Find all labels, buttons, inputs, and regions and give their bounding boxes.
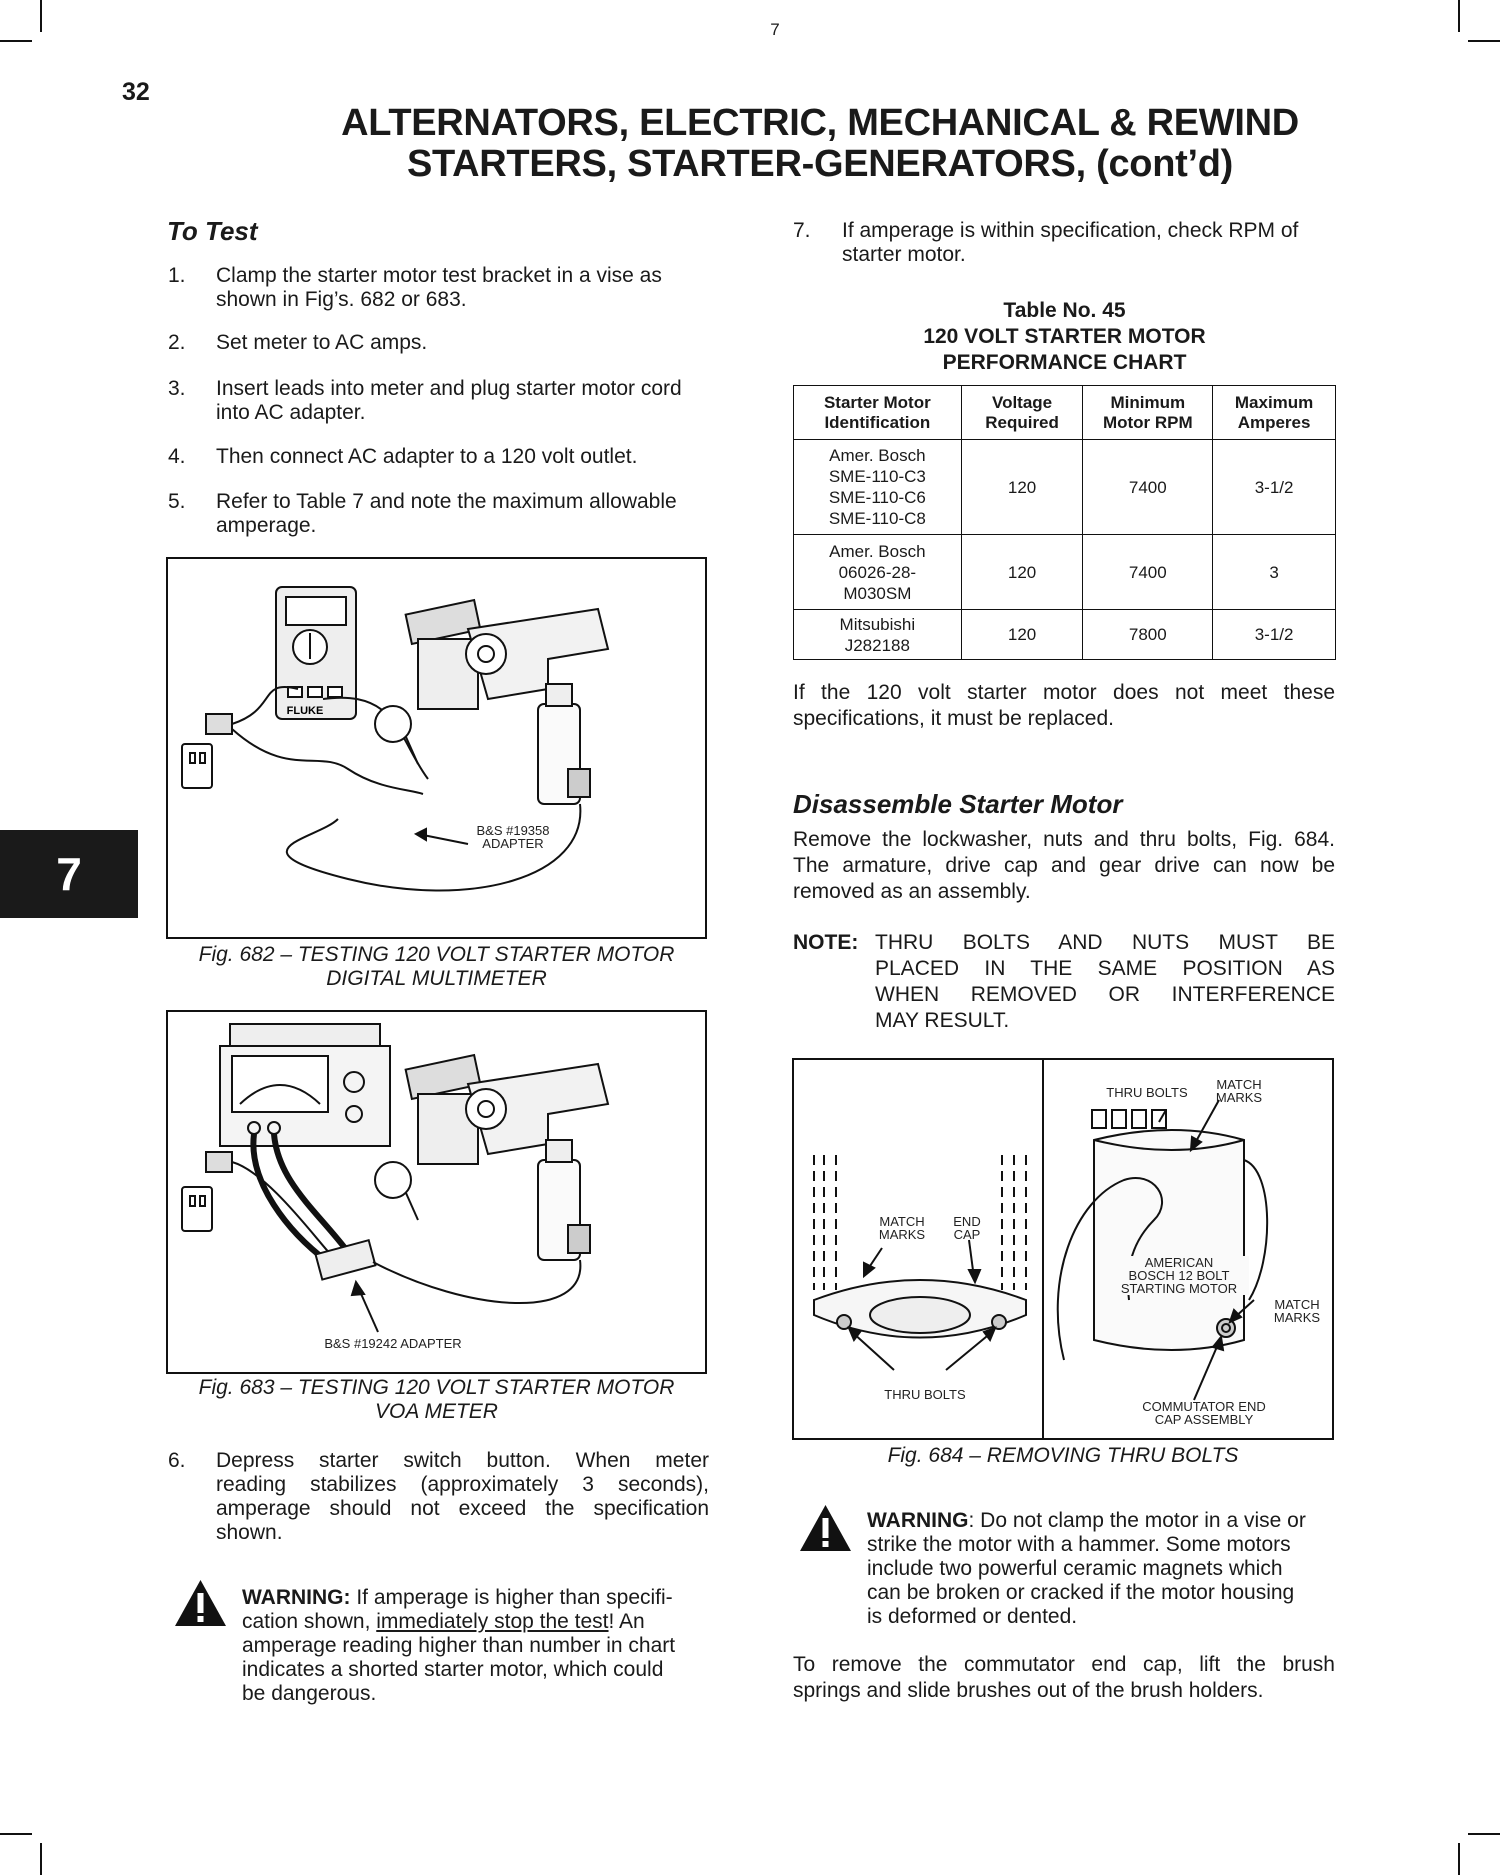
table-cell: 7400 <box>1083 440 1213 535</box>
label-line: CAP ASSEMBLY <box>1154 1412 1254 1427</box>
note-label: NOTE: <box>793 931 859 954</box>
title-line: ALTERNATORS, ELECTRIC, MECHANICAL & REWIND <box>341 102 1299 144</box>
match-marks-label <box>1204 1078 1274 1104</box>
figure-caption: Fig. 684 – REMOVING THRU BOLTS <box>887 1444 1239 1467</box>
paragraph <box>793 680 1335 732</box>
page-title <box>160 103 1480 185</box>
text-line: The armature, drive cap and gear drive can now be <box>793 854 1335 877</box>
label-line: COMMUTATOR END <box>1142 1399 1266 1414</box>
step-number: 2. <box>168 331 186 354</box>
table-cell: 3-1/2 <box>1213 610 1336 660</box>
list-item <box>168 445 728 469</box>
figure-683 <box>166 1010 707 1374</box>
note-line: THRU BOLTS AND NUTS MUST BE <box>875 931 1335 954</box>
cell-line: Mitsubishi <box>839 614 916 634</box>
table-title-line: PERFORMANCE CHART <box>942 351 1187 374</box>
crop-mark <box>0 40 32 42</box>
step-text: shown in Fig’s. 682 or 683. <box>216 288 467 311</box>
fig682-illustration <box>168 559 705 937</box>
caption-line: VOA METER <box>375 1400 498 1423</box>
label-line: MATCH <box>879 1214 925 1229</box>
warning-block <box>242 1586 709 1706</box>
table-row <box>794 535 1336 610</box>
text-line: Remove the lockwasher, nuts and thru bolts, Fig. 684. <box>793 828 1335 851</box>
step-number: 6. <box>168 1449 186 1472</box>
list-item <box>168 490 728 538</box>
crop-mark <box>1468 40 1500 42</box>
step-text: amperage should not exceed the specification <box>216 1497 709 1520</box>
step-number: 3. <box>168 377 186 400</box>
table-row <box>794 610 1336 660</box>
step-number: 5. <box>168 490 186 513</box>
paragraph <box>793 827 1335 905</box>
figure-682 <box>166 557 707 939</box>
step-text: If amperage is within specification, check RPM of <box>842 219 1299 242</box>
cell-line: J282188 <box>844 635 910 655</box>
table-title <box>793 298 1336 376</box>
step-text: Insert leads into meter and plug starter motor cord <box>216 377 682 400</box>
chapter-tab: 7 <box>0 830 138 918</box>
table-cell <box>794 610 962 660</box>
label-line: MATCH <box>1274 1297 1320 1312</box>
list-item <box>168 377 728 425</box>
figure-caption <box>166 1376 707 1424</box>
header-line: Motor RPM <box>1102 412 1193 432</box>
warning-icon <box>173 1578 228 1628</box>
caption-line: Fig. 683 – TESTING 120 VOLT STARTER MOTOR <box>198 1376 675 1399</box>
motor-label <box>1109 1256 1249 1295</box>
end-cap-label <box>944 1215 990 1241</box>
label-line: BOSCH 12 BOLT <box>1128 1268 1230 1283</box>
header-line: Required <box>985 412 1059 432</box>
figure-684 <box>792 1058 1334 1440</box>
fig683-illustration <box>168 1012 705 1372</box>
spec-table-wrapper <box>793 385 1336 660</box>
step-text: into AC adapter. <box>216 401 366 424</box>
cell-line: M030SM <box>843 583 912 603</box>
label-line: MARKS <box>878 1227 926 1242</box>
table-cell <box>794 440 962 535</box>
list-item <box>168 1449 709 1545</box>
warning-text: can be broken or cracked if the motor housing <box>867 1581 1295 1604</box>
table-cell: 7800 <box>1083 610 1213 660</box>
header-line: Minimum <box>1110 392 1186 412</box>
text-line: removed as an assembly. <box>793 880 1031 903</box>
column-header <box>1083 386 1213 440</box>
warning-block <box>867 1509 1335 1629</box>
list-item <box>168 264 728 312</box>
step-text: Refer to Table 7 and note the maximum allowable <box>216 490 677 513</box>
table-cell: 7400 <box>1083 535 1213 610</box>
caption-line: Fig. 682 – TESTING 120 VOLT STARTER MOTOR <box>198 943 675 966</box>
table-row <box>794 440 1336 535</box>
warning-text: is deformed or dented. <box>867 1605 1078 1628</box>
crop-mark <box>40 0 42 32</box>
warning-text: indicates a shorted starter motor, which could <box>242 1658 664 1681</box>
cell-line: 06026-28- <box>838 562 917 582</box>
meter-brand: FLUKE <box>286 705 324 717</box>
spec-table <box>793 385 1336 660</box>
step-text: amperage. <box>216 514 317 537</box>
step-text: Clamp the starter motor test bracket in a vise as <box>216 264 662 287</box>
crop-mark <box>1458 1843 1460 1875</box>
label-line: ADAPTER <box>482 836 544 851</box>
cell-line: SME-110-C8 <box>828 509 926 528</box>
header-line: Amperes <box>1237 412 1311 432</box>
warning-text: be dangerous. <box>242 1682 377 1705</box>
label-line: AMERICAN <box>1144 1255 1214 1270</box>
table-cell: 120 <box>961 610 1083 660</box>
warning-icon <box>798 1503 853 1553</box>
step-text: Depress starter switch button. When meter <box>216 1449 709 1472</box>
step-text: starter motor. <box>842 243 966 266</box>
commutator-label <box>1129 1400 1279 1426</box>
header-line: Starter Motor <box>823 392 931 412</box>
label-line: CAP <box>953 1227 981 1242</box>
column-header <box>794 386 962 440</box>
label-line: B&S #19358 <box>476 823 550 838</box>
figure-caption <box>166 943 707 991</box>
list-item <box>793 219 1338 267</box>
page-number: 32 <box>122 78 150 106</box>
warning-label: WARNING: <box>242 1586 351 1609</box>
fig684-illustration <box>794 1060 1332 1438</box>
table-cell: 120 <box>961 440 1083 535</box>
title-line: STARTERS, STARTER-GENERATORS, (cont’d) <box>407 143 1233 185</box>
warning-text: ! An <box>608 1610 645 1633</box>
table-cell: 3 <box>1213 535 1336 610</box>
thru-bolts-label: THRU BOLTS <box>884 1387 966 1402</box>
label-line: STARTING MOTOR <box>1120 1281 1238 1296</box>
text-line: springs and slide brushes out of the brush holders. <box>793 1679 1264 1702</box>
warning-text: If amperage is higher than specifi- <box>350 1586 673 1609</box>
match-marks-label <box>1262 1298 1332 1324</box>
step-text: Then connect AC adapter to a 120 volt outlet. <box>216 445 638 468</box>
cell-line: SME-110-C6 <box>828 488 926 507</box>
step-text: Set meter to AC amps. <box>216 331 428 354</box>
cell-line: SME-110-C3 <box>828 467 926 486</box>
section-heading: Disassemble Starter Motor <box>793 789 1123 819</box>
warning-text: amperage reading higher than number in chart <box>242 1634 676 1657</box>
table-cell <box>794 535 962 610</box>
thru-bolts-label: THRU BOLTS <box>1106 1085 1188 1100</box>
warning-emphasis: immediately stop the test <box>376 1610 609 1633</box>
paragraph <box>793 1652 1335 1704</box>
list-item <box>168 331 728 355</box>
step-number: 1. <box>168 264 186 287</box>
crop-mark <box>40 1843 42 1875</box>
note-line: PLACED IN THE SAME POSITION AS <box>875 957 1335 980</box>
column-header <box>961 386 1083 440</box>
cell-line: Amer. Bosch <box>829 541 926 561</box>
header-line: Maximum <box>1234 392 1314 412</box>
table-header-row <box>794 386 1336 440</box>
page-marker: 7 <box>770 20 780 39</box>
crop-mark <box>1468 1833 1500 1835</box>
warning-label: WARNING <box>867 1509 969 1532</box>
warning-text: cation shown, <box>242 1610 377 1633</box>
adapter-label <box>463 824 563 850</box>
step-number: 4. <box>168 445 186 468</box>
header-line: Voltage <box>992 392 1053 412</box>
text-line: To remove the commutator end cap, lift the brush <box>793 1653 1335 1676</box>
caption-line: DIGITAL MULTIMETER <box>326 967 547 990</box>
table-title-line: Table No. 45 <box>1003 299 1126 322</box>
warning-text: : Do not clamp the motor in a vise or <box>968 1509 1306 1532</box>
warning-text: strike the motor with a hammer. Some motors <box>867 1533 1291 1556</box>
step-number: 7. <box>793 219 811 242</box>
label-line: MARKS <box>1215 1090 1263 1105</box>
match-marks-label <box>872 1215 932 1241</box>
note-line: WHEN REMOVED OR INTERFERENCE <box>875 983 1335 1006</box>
label-line: MARKS <box>1273 1310 1321 1325</box>
step-text: shown. <box>216 1521 283 1544</box>
table-cell: 120 <box>961 535 1083 610</box>
adapter-label: B&S #19242 ADAPTER <box>324 1336 462 1351</box>
column-header <box>1213 386 1336 440</box>
cell-line: Amer. Bosch <box>829 446 926 465</box>
table-cell: 3-1/2 <box>1213 440 1336 535</box>
crop-mark <box>1458 0 1460 32</box>
crop-mark <box>0 1833 32 1835</box>
section-heading: To Test <box>167 216 258 246</box>
note-block <box>793 930 1335 1040</box>
label-line: END <box>953 1214 981 1229</box>
table-title-line: 120 VOLT STARTER MOTOR <box>923 325 1206 348</box>
text-line: specifications, it must be replaced. <box>793 707 1114 730</box>
text-line: If the 120 volt starter motor does not meet these <box>793 681 1335 704</box>
step-text: reading stabilizes (approximately 3 seconds), <box>216 1473 709 1496</box>
label-line: MATCH <box>1216 1077 1262 1092</box>
warning-text: include two powerful ceramic magnets which <box>867 1557 1283 1580</box>
note-line: MAY RESULT. <box>875 1009 1010 1032</box>
header-line: Identification <box>824 412 931 432</box>
